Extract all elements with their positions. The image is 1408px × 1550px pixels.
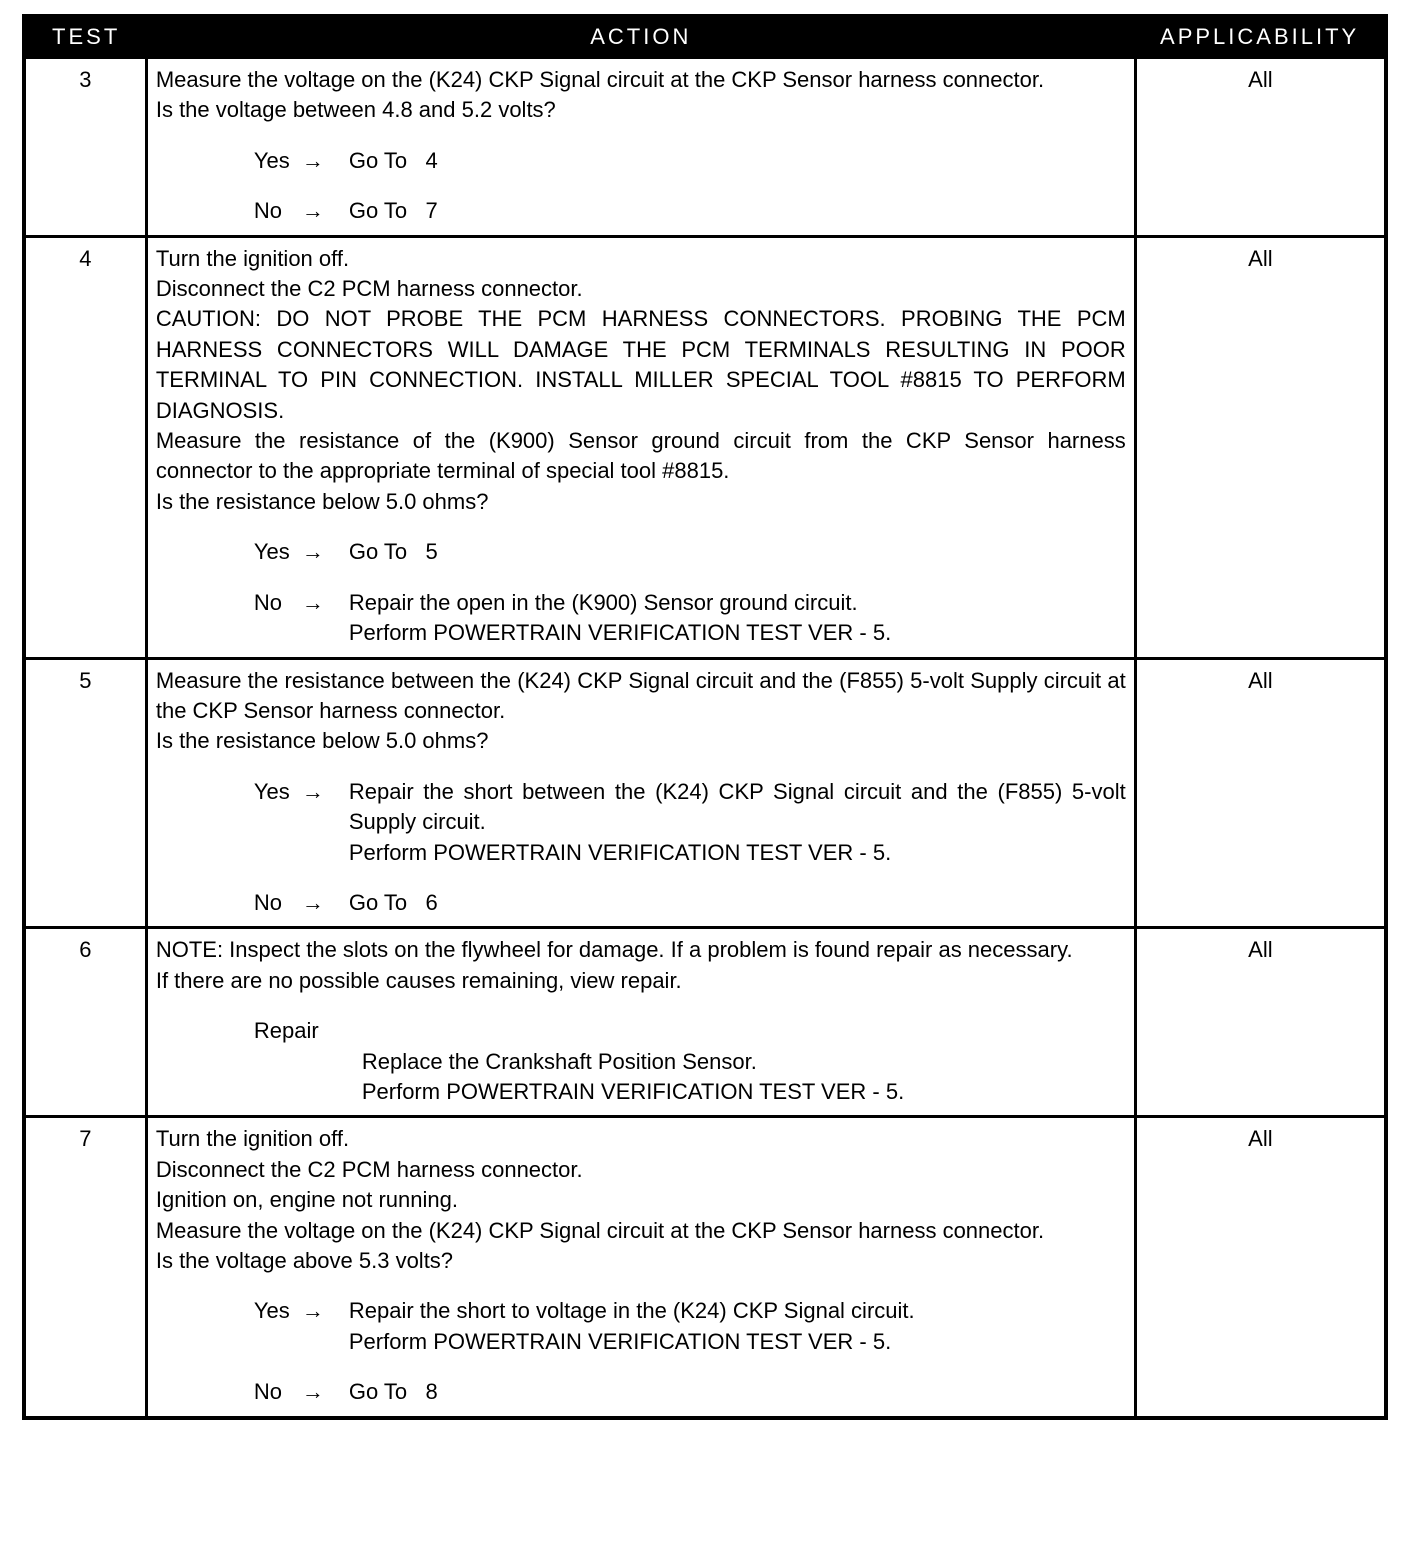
yes-label: Yes: [253, 539, 290, 565]
applicability-value: All: [1135, 1117, 1386, 1418]
instruction-line: Is the voltage above 5.3 volts?: [155, 1248, 454, 1273]
action-instructions: [156, 935, 1126, 996]
result-line: Go To 7: [348, 198, 438, 224]
action-instructions: [156, 244, 1126, 518]
header-row: [24, 16, 1386, 58]
action-cell: [146, 58, 1135, 237]
action-cell: [146, 658, 1135, 928]
yes-result: [348, 777, 1132, 868]
applicability-value: All: [1135, 928, 1386, 1117]
yes-outcome: [254, 1296, 1126, 1357]
instruction-line: Turn the ignition off.: [155, 245, 350, 271]
no-label: No: [253, 198, 282, 224]
instruction-line: Disconnect the C2 PCM harness connector.: [155, 276, 583, 302]
instruction-line: NOTE: Inspect the slots on the flywheel for damage. If a problem is found repair as necessary.: [155, 937, 1073, 963]
instruction-line: If there are no possible causes remaining, view repair.: [155, 967, 682, 993]
arrow-icon: →: [301, 147, 324, 173]
table-row: [24, 58, 1386, 237]
header-applicability: APPLICABILITY: [1135, 16, 1386, 58]
table-row: [24, 236, 1386, 658]
instruction-line: Is the resistance below 5.0 ohms?: [155, 728, 489, 754]
repair-steps: [362, 1047, 1126, 1108]
action-instructions: [156, 65, 1126, 126]
no-label: No: [253, 1379, 282, 1405]
no-label: No: [253, 589, 282, 615]
result-line: Repair the short between the (K24) CKP Signal circuit and the (F855) 5-volt Supply circuit.: [348, 778, 1132, 835]
repair-label: Repair: [253, 1018, 319, 1044]
yes-result: [349, 1296, 1126, 1357]
result-line: Go To 5: [348, 539, 438, 565]
instruction-line: CAUTION: DO NOT PROBE THE PCM HARNESS CONNECTORS. PROBING THE PCM HARNESS CONNECTORS WILL DAMAGE THE PCM TERMINALS RESULTING IN POOR TERMINAL TO PIN CONNECTION. INSTALL MILLER SPECIAL TOOL #8815 TO PERFORM DIAGNOSIS.: [155, 306, 1126, 423]
arrow-icon: →: [301, 778, 324, 804]
result-line: Repair the open in the (K900) Sensor ground circuit.: [348, 589, 858, 615]
arrow-icon: →: [301, 1379, 324, 1405]
arrow-icon: →: [301, 589, 324, 615]
applicability-value: All: [1135, 658, 1386, 928]
instruction-line: Is the resistance below 5.0 ohms?: [155, 488, 489, 514]
instruction-line: Ignition on, engine not running.: [155, 1187, 458, 1213]
result-line: Perform POWERTRAIN VERIFICATION TEST VER - 5.: [348, 1328, 892, 1354]
yes-result: [349, 537, 1126, 567]
no-result: [349, 588, 1126, 649]
table-row: [24, 658, 1386, 928]
no-outcome: [254, 888, 1126, 918]
result-line: Go To 6: [348, 889, 438, 915]
no-outcome: [254, 196, 1126, 226]
no-outcome: [254, 1377, 1126, 1407]
result-line: Repair the short to voltage in the (K24) CKP Signal circuit.: [348, 1298, 915, 1324]
result-line: Go To 8: [348, 1379, 438, 1405]
action-instructions: [156, 1124, 1126, 1276]
table-row: [24, 928, 1386, 1117]
arrow-icon: →: [301, 198, 324, 224]
yes-outcome: [254, 146, 1126, 176]
yes-result: [349, 146, 1126, 176]
yes-label: Yes: [253, 147, 290, 173]
action-cell: [146, 236, 1135, 658]
applicability-value: All: [1135, 236, 1386, 658]
no-label: No: [253, 889, 282, 915]
result-line: Go To 4: [348, 147, 438, 173]
header-test: TEST: [24, 16, 146, 58]
repair-line: Perform POWERTRAIN VERIFICATION TEST VER - 5.: [361, 1078, 905, 1104]
action-cell: [146, 928, 1135, 1117]
yes-outcome: [253, 777, 1132, 868]
instruction-line: Is the voltage between 4.8 and 5.2 volts?: [155, 97, 556, 123]
instruction-line: Measure the voltage on the (K24) CKP Signal circuit at the CKP Sensor harness connector.: [155, 67, 1045, 92]
arrow-icon: →: [301, 1298, 324, 1324]
test-number: 5: [24, 658, 146, 928]
table-row: [24, 1117, 1386, 1418]
no-result: [349, 888, 1126, 918]
diagnostic-test-table: [22, 14, 1388, 1420]
result-line: Perform POWERTRAIN VERIFICATION TEST VER - 5.: [348, 620, 892, 646]
action-instructions: [156, 666, 1126, 757]
yes-outcome: [254, 537, 1126, 567]
repair-block: [254, 1016, 1126, 1107]
repair-line: Replace the Crankshaft Position Sensor.: [361, 1048, 757, 1074]
no-result: [349, 1377, 1126, 1407]
applicability-value: All: [1135, 58, 1386, 237]
instruction-line: Measure the resistance of the (K900) Sensor ground circuit from the CKP Sensor harness connector to the appropriate terminal of special tool #8815.: [155, 428, 1126, 484]
arrow-icon: →: [301, 889, 324, 915]
test-number: 7: [24, 1117, 146, 1418]
instruction-line: Measure the resistance between the (K24) CKP Signal circuit and the (F855) 5-volt Supply circuit at the CKP Sensor harness connector.: [155, 667, 1126, 723]
test-number: 6: [24, 928, 146, 1117]
result-line: Perform POWERTRAIN VERIFICATION TEST VER - 5.: [348, 839, 892, 865]
arrow-icon: →: [301, 539, 324, 565]
no-result: [349, 196, 1126, 226]
yes-label: Yes: [253, 1298, 290, 1324]
header-action: ACTION: [146, 16, 1135, 58]
test-number: 4: [24, 236, 146, 658]
no-outcome: [254, 588, 1126, 649]
instruction-line: Turn the ignition off.: [155, 1126, 350, 1152]
test-number: 3: [24, 58, 146, 237]
yes-label: Yes: [253, 778, 290, 804]
instruction-line: Measure the voltage on the (K24) CKP Signal circuit at the CKP Sensor harness connector.: [155, 1217, 1045, 1243]
instruction-line: Disconnect the C2 PCM harness connector.: [155, 1156, 583, 1182]
action-cell: [146, 1117, 1135, 1418]
